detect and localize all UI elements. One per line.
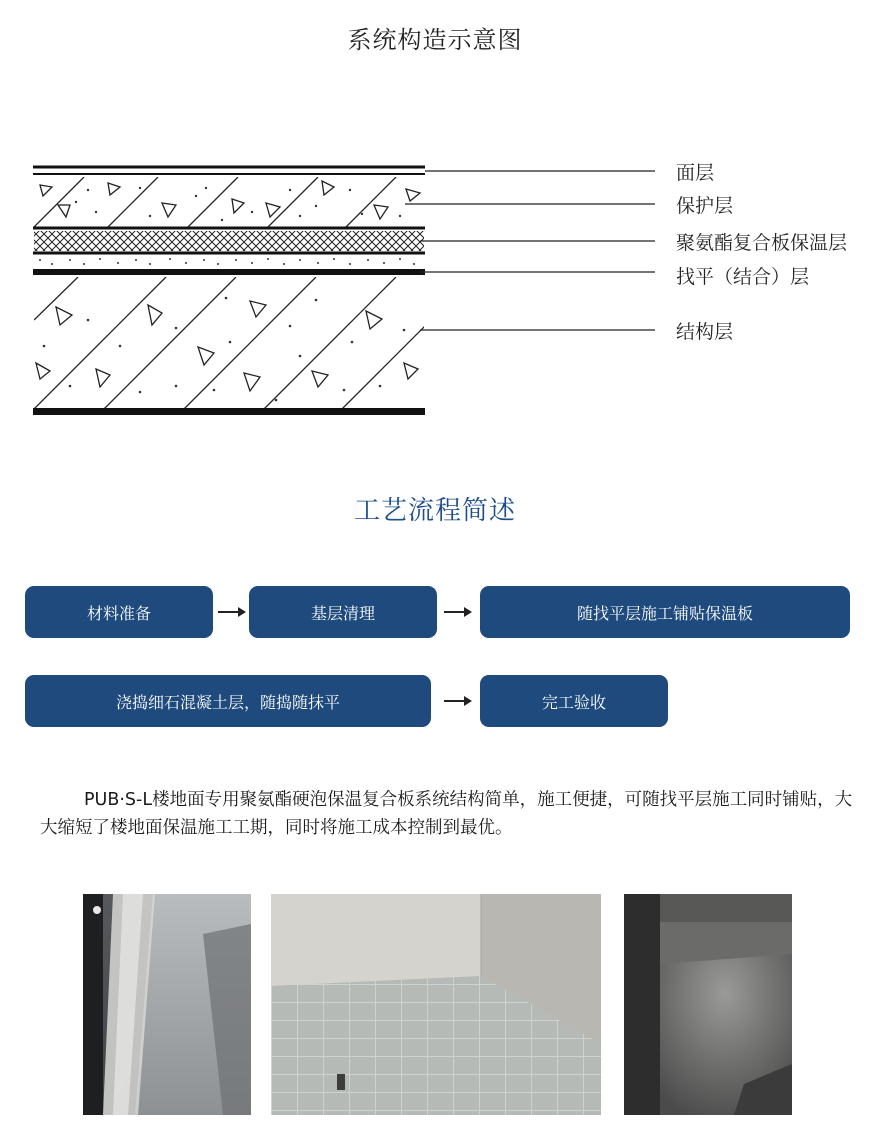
layer-label-insulation: 聚氨酯复合板保温层	[676, 232, 848, 254]
arrow-right-icon	[443, 602, 473, 622]
protection-layer	[34, 177, 420, 227]
layer-label-protection: 保护层	[676, 195, 734, 217]
layer-label-structural: 结构层	[676, 321, 734, 343]
flow-step-lay-boards: 随找平层施工铺贴保温板	[480, 586, 850, 638]
process-title: 工艺流程简述	[353, 496, 516, 526]
layer-label-leveling: 找平（结合）层	[676, 266, 810, 288]
flow-step-base-cleaning: 基层清理	[249, 586, 437, 638]
flow-step-pour-concrete: 浇捣细石混凝土层，随捣随抹平	[25, 675, 431, 727]
photo-finished-floor	[624, 894, 792, 1115]
layer-label-surface: 面层	[676, 162, 715, 184]
leveling-layer	[33, 258, 425, 275]
flow-step-acceptance: 完工验收	[480, 675, 668, 727]
arrow-right-icon	[217, 602, 247, 622]
diagram-title: 系统构造示意图	[347, 26, 523, 54]
photo-board-laying	[83, 894, 251, 1115]
surface-layer	[33, 167, 425, 174]
arrow-right-icon	[443, 691, 473, 711]
insulation-layer	[33, 228, 425, 253]
cross-section-diagram	[0, 150, 870, 430]
leader-lines	[405, 171, 655, 330]
description-paragraph: PUB·S-L楼地面专用聚氨酯硬泡保温复合板系统结构简单，施工便捷，可随找平层施工同时铺贴，大大缩短了楼地面保温施工工期，同时将施工成本控制到最优。	[40, 790, 853, 838]
photo-room-boards	[271, 894, 601, 1115]
flow-step-material-prep: 材料准备	[25, 586, 213, 638]
structural-layer	[33, 277, 474, 415]
